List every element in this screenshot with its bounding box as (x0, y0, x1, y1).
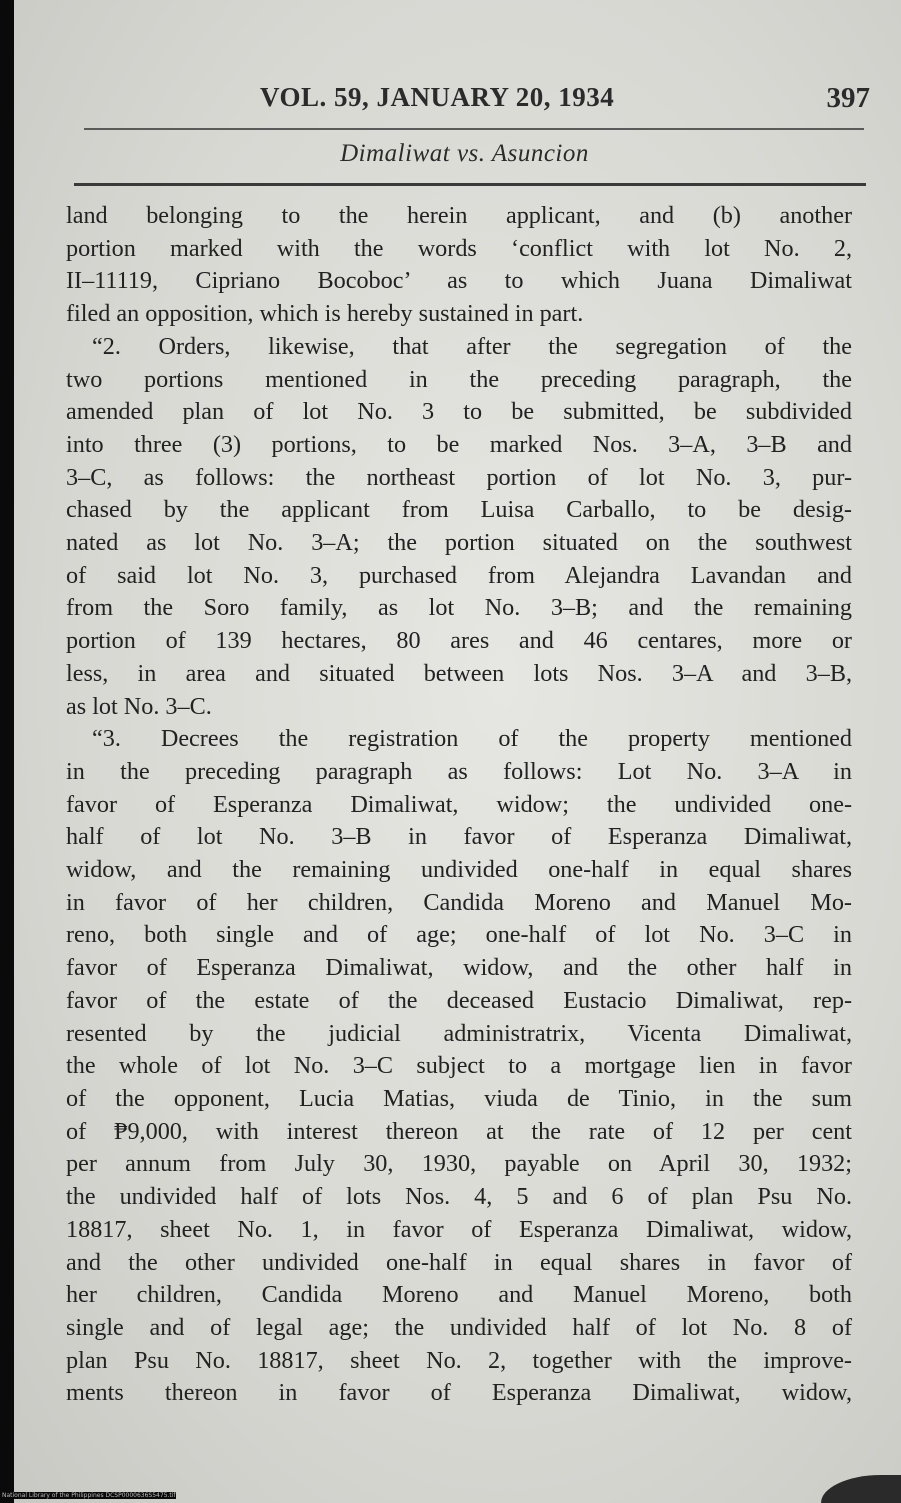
text-line: of ₱9,000, with interest thereon at the rate of 12 per cent (66, 1117, 852, 1145)
text-line: land belonging to the herein applicant, and (b) another (66, 202, 852, 229)
page-number: 397 (826, 82, 870, 114)
text-line: her children, Candida Moreno and Manuel Moreno, both (66, 1281, 852, 1309)
text-line: resented by the judicial administratrix, Vicenta Dimaliwat, (66, 1019, 852, 1047)
text-line: favor of Esperanza Dimaliwat, widow, and the other half in (66, 954, 852, 982)
text-line: amended plan of lot No. 3 to be submitted, be subdivided (66, 398, 852, 426)
volume-date: VOL. 59, JANUARY 20, 1934 (260, 82, 615, 112)
text-line: as lot No. 3–C. (66, 692, 212, 720)
text-line: in the preceding paragraph as follows: Lot No. 3–A in (66, 757, 852, 785)
text-line: portion marked with the words ‘conflict with lot No. 2, (66, 234, 852, 262)
text-line: from the Soro family, as lot No. 3–B; and the remaining (66, 594, 852, 622)
text-line: favor of the estate of the deceased Eustacio Dimaliwat, rep- (66, 986, 852, 1014)
text-line: of the opponent, Lucia Matias, viuda de Tinio, in the sum (66, 1084, 852, 1112)
text-line: and the other undivided one-half in equal shares in favor of (66, 1248, 852, 1276)
text-line: the undivided half of lots Nos. 4, 5 and 6 of plan Psu No. (66, 1183, 852, 1211)
text-line: in favor of her children, Candida Moreno and Manuel Mo- (66, 888, 852, 916)
text-line: two portions mentioned in the preceding paragraph, the (66, 365, 852, 393)
page-header (260, 82, 870, 122)
text-line: nated as lot No. 3–A; the portion situated on the southwest (66, 529, 852, 557)
text-line: into three (3) portions, to be marked Nos. 3–A, 3–B and (66, 430, 852, 458)
text-line: portion of 139 hectares, 80 ares and 46 centares, more or (66, 627, 852, 655)
text-line: per annum from July 30, 1930, payable on April 30, 1932; (66, 1150, 852, 1178)
text-line: single and of legal age; the undivided half of lot No. 8 of (66, 1313, 852, 1341)
text-line: widow, and the remaining undivided one-half in equal shares (66, 856, 852, 884)
body-text (66, 200, 852, 1410)
text-line: “2. Orders, likewise, that after the segregation of the (92, 332, 852, 360)
text-line: ments thereon in favor of Esperanza Dimaliwat, widow, (66, 1379, 852, 1407)
text-line: half of lot No. 3–B in favor of Esperanza Dimaliwat, (66, 823, 852, 851)
text-line: 18817, sheet No. 1, in favor of Esperanza Dimaliwat, widow, (66, 1215, 852, 1243)
title-rule (74, 183, 866, 186)
text-line: less, in area and situated between lots Nos. 3–A and 3–B, (66, 659, 852, 687)
text-line: reno, both single and of age; one-half of lot No. 3–C in (66, 921, 852, 949)
scan-shadow (821, 1475, 901, 1503)
document-page (14, 0, 901, 1503)
scan-source-note: National Library of the Philippines DCSP0000636S5475.tif (2, 1492, 176, 1499)
text-line: favor of Esperanza Dimaliwat, widow; the undivided one- (66, 790, 852, 818)
text-line: II–11119, Cipriano Bocoboc’ as to which Juana Dimaliwat (66, 267, 852, 295)
text-line: “3. Decrees the registration of the property mentioned (92, 725, 852, 753)
text-line: 3–C, as follows: the northeast portion of lot No. 3, pur- (66, 463, 852, 491)
text-line: the whole of lot No. 3–C subject to a mortgage lien in favor (66, 1052, 852, 1080)
header-rule (84, 128, 864, 130)
text-line: filed an opposition, which is hereby sustained in part. (66, 300, 584, 328)
running-title: Dimaliwat vs. Asuncion (340, 140, 589, 167)
text-line: of said lot No. 3, purchased from Alejandra Lavandan and (66, 561, 852, 589)
text-line: chased by the applicant from Luisa Carballo, to be desig- (66, 496, 852, 524)
text-line: plan Psu No. 18817, sheet No. 2, together with the improve- (66, 1346, 852, 1374)
